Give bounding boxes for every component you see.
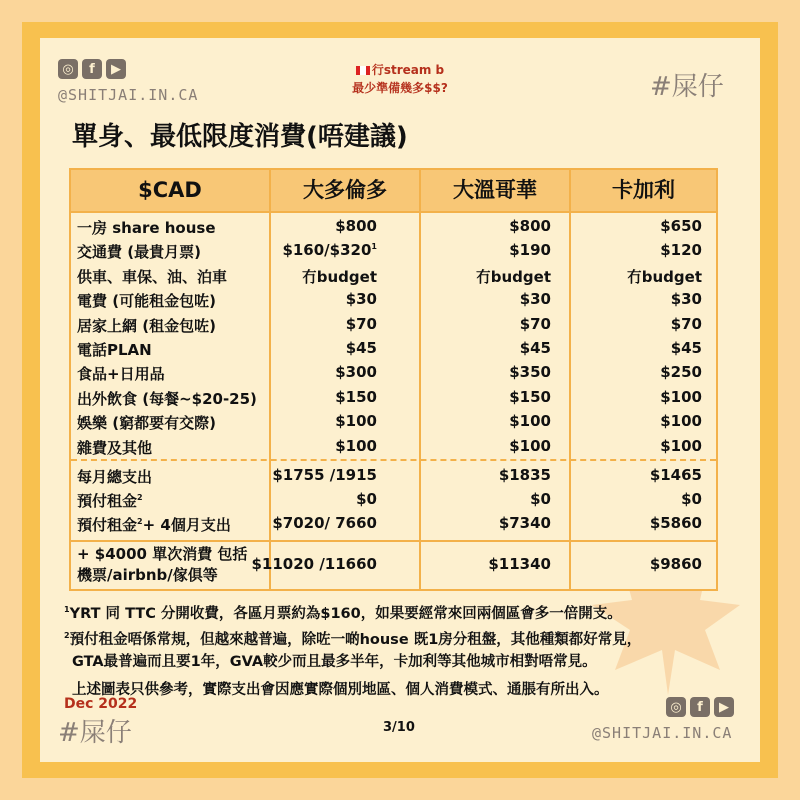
table-header [71, 170, 716, 213]
row-label: 供車、車保、油、泊車 [77, 267, 228, 286]
social-icons-bottom [666, 697, 734, 717]
footnote-1: $^1$YRT 同 TTC 分開收費，各區月票約為$160，如果要經常來回兩個區會多一倍開支。 [64, 605, 622, 622]
cell-value: $45 [345, 339, 377, 357]
footnotes [64, 599, 734, 701]
cell-value: $100 [509, 436, 551, 455]
final-total-label: + $4000 單次消費 包括 機票/airbnb/傢俱等 [77, 545, 248, 584]
cell-value: $100 [660, 412, 702, 431]
social-handle-top[interactable]: @SHITJAI.IN.CA [58, 86, 199, 104]
final-value-toronto: $11020 /11660 [251, 555, 377, 573]
canada-flag-icon [356, 66, 370, 75]
cell-value: $190 [509, 241, 551, 260]
youtube-icon[interactable]: ▶ [106, 59, 126, 79]
stream-note: 行stream b 最少準備幾多$$? [352, 63, 448, 95]
cell-value: $7340 [498, 514, 551, 532]
instagram-icon[interactable]: ◎ [666, 697, 686, 717]
table-row [71, 437, 716, 462]
table-row [71, 363, 716, 388]
row-label: 娛樂 (窮都要有交際) [77, 414, 216, 433]
cell-value: $150 [509, 387, 551, 406]
row-label: 居家上網 (租金包咗) [77, 316, 216, 335]
cell-value: $45 [670, 339, 702, 357]
publish-date: Dec 2022 [64, 696, 138, 712]
instagram-icon[interactable]: ◎ [58, 59, 78, 79]
page-number: 3/10 [383, 720, 415, 735]
table-row [71, 315, 716, 340]
cell-value: $\$160/\$320^1$ [282, 241, 377, 260]
final-total-row [71, 542, 716, 589]
cell-value: $350 [509, 363, 551, 382]
total-row [71, 466, 716, 491]
table-row [71, 266, 716, 291]
cell-value: $250 [660, 363, 702, 382]
table-row [71, 412, 716, 437]
social-icons-top [58, 59, 126, 79]
row-label: 雜費及其他 [77, 438, 153, 457]
cell-value: $100 [660, 387, 702, 406]
cell-value: $1755 /1915 [272, 466, 377, 484]
cell-value: 冇budget [626, 267, 702, 286]
cell-value: $30 [519, 290, 551, 309]
page-title: 單身、最低限度消費(唔建議) [72, 122, 408, 152]
cell-value: $0 [681, 490, 702, 508]
total-row [71, 514, 716, 539]
social-handle-bottom[interactable]: @SHITJAI.IN.CA [592, 724, 733, 742]
cell-value: $100 [660, 436, 702, 455]
cell-value: $0 [356, 490, 377, 508]
cell-value: $100 [335, 412, 377, 431]
row-label: 電費 (可能租金包咗) [77, 292, 216, 311]
cell-value: $7020/ 7660 [272, 514, 377, 532]
column-header-calgary: 卡加利 [612, 178, 675, 202]
facebook-icon[interactable]: f [82, 59, 102, 79]
cell-value: $150 [335, 387, 377, 406]
column-header-vancouver: 大溫哥華 [453, 178, 537, 202]
brand-logo-top: #屎仔 [650, 72, 724, 102]
youtube-icon[interactable]: ▶ [714, 697, 734, 717]
cell-value: $30 [345, 290, 377, 309]
cell-value: $800 [509, 217, 551, 235]
cell-value: $1465 [649, 466, 702, 484]
cell-value: $120 [660, 241, 702, 260]
footnote-2: $^2$預付租金唔係常規，但越來越普遍，除咗一啲house 既1房分租盤，其他種類都好常見， [64, 630, 642, 648]
cell-value: 冇budget [301, 267, 377, 286]
footnote-2-continued: GTA最普遍而且要1年，GVA較少而且最多半年，卡加利等其他城市相對唔常見。 [72, 653, 597, 670]
cell-value: $70 [670, 314, 702, 333]
row-label: 預付租金$^2$+ 4個月支出 [77, 516, 231, 534]
table-row [71, 217, 716, 242]
row-label: 每月總支出 [77, 468, 153, 486]
table-row [71, 241, 716, 266]
total-row [71, 490, 716, 515]
column-header-currency: $CAD [138, 178, 202, 202]
cell-value: 冇budget [475, 267, 551, 286]
cell-value: $70 [345, 314, 377, 333]
table-row [71, 339, 716, 364]
column-header-toronto: 大多倫多 [303, 178, 387, 202]
section-divider [71, 459, 716, 461]
cell-value: $100 [335, 436, 377, 455]
table-row [71, 290, 716, 315]
disclaimer: 上述圖表只供參考，實際支出會因應實際個別地區、個人消費模式、通脹有所出入。 [72, 681, 609, 698]
table-row [71, 388, 716, 413]
row-label: 預付租金$^2$ [77, 492, 143, 510]
cell-value: $70 [519, 314, 551, 333]
final-value-vancouver: $11340 [488, 555, 551, 573]
cost-table [69, 168, 718, 591]
brand-logo-bottom: #屎仔 [58, 718, 132, 748]
row-label: 出外飲食 (每餐~$20-25) [77, 389, 257, 408]
cell-value: $650 [660, 217, 702, 235]
cell-value: $100 [509, 412, 551, 431]
row-label: 一房 share house [77, 219, 216, 237]
facebook-icon[interactable]: f [690, 697, 710, 717]
cell-value: $5860 [649, 514, 702, 532]
row-label: 電話PLAN [77, 341, 152, 359]
cell-value: $300 [335, 363, 377, 382]
cell-value: $0 [530, 490, 551, 508]
row-label: 食品+日用品 [77, 365, 165, 384]
final-value-calgary: $9860 [649, 555, 702, 573]
cell-value: $800 [335, 217, 377, 235]
row-label: 交通費 (最貴月票) [77, 243, 201, 262]
cell-value: $45 [519, 339, 551, 357]
cell-value: $30 [670, 290, 702, 309]
cell-value: $1835 [498, 466, 551, 484]
